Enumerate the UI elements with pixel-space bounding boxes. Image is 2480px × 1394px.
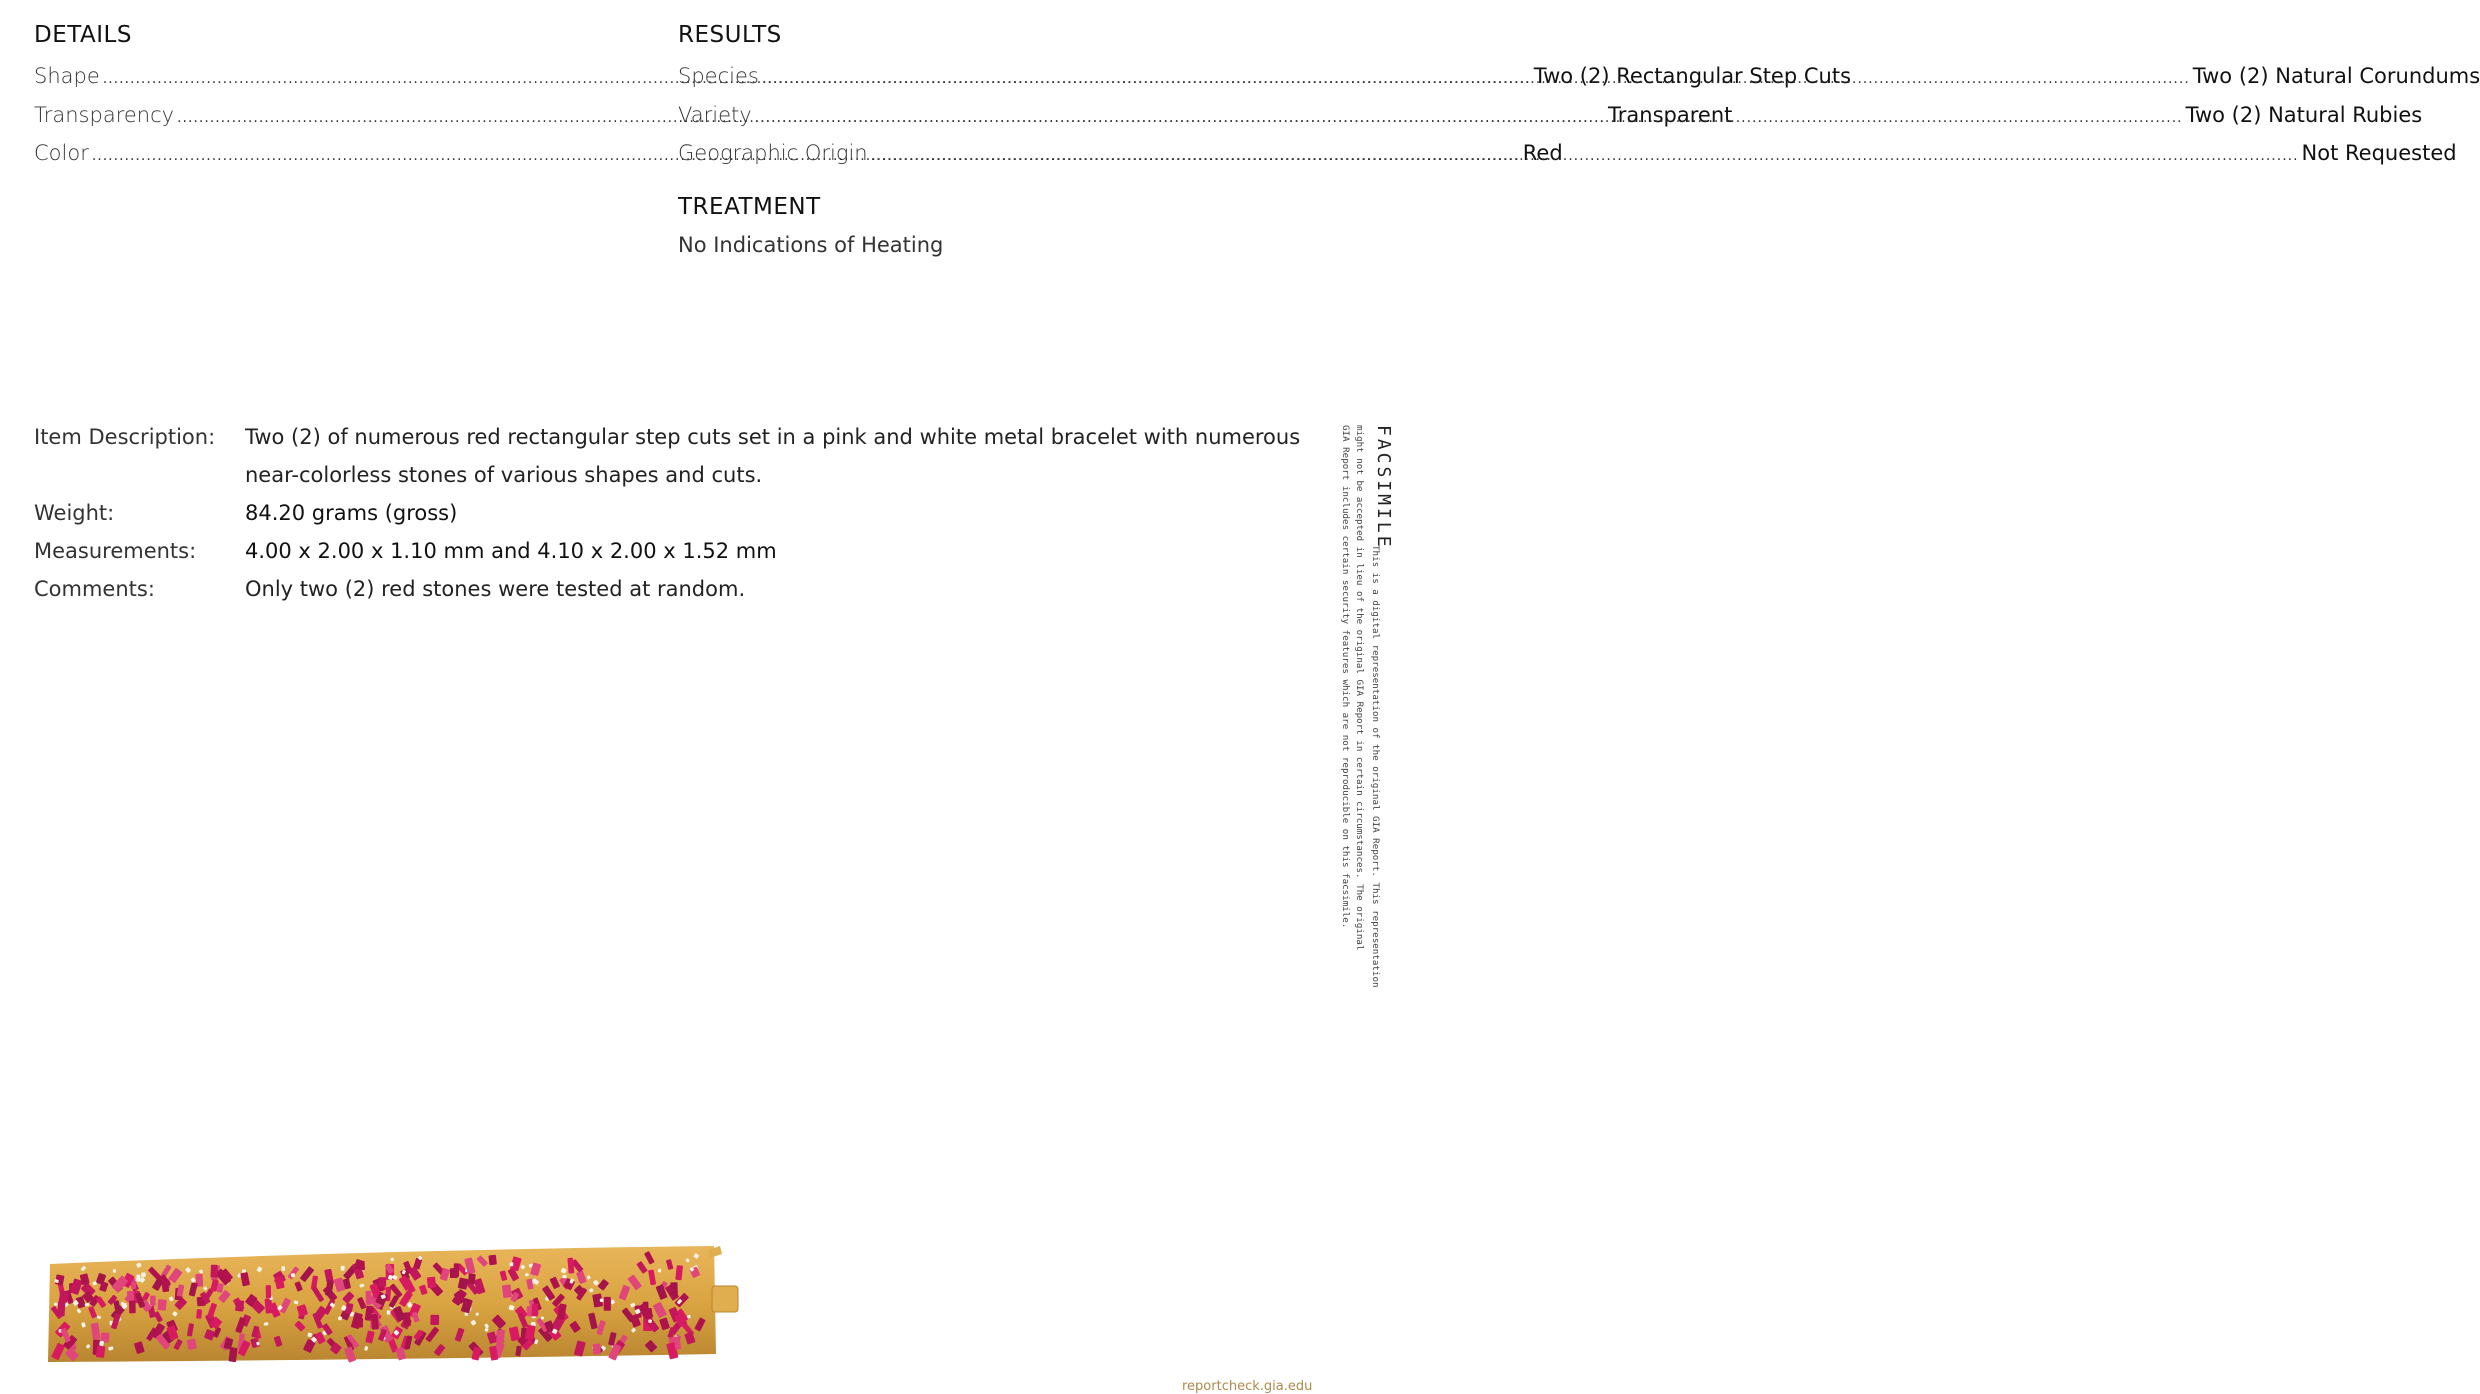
treatment-heading: TREATMENT [678,194,821,220]
ruby-stone [604,1297,611,1311]
transparency-value: Transparent [1608,103,1733,127]
ruby-stone [593,1344,601,1355]
origin-label: Geographic Origin [678,141,868,165]
weight-label: Weight: [34,501,115,525]
item-description-line2: near-colorless stones of various shapes and cuts. [245,463,763,487]
diamond-stone [99,1341,104,1346]
bracelet-photo [44,1242,744,1367]
diamond-stone [658,1269,661,1273]
diamond-stone [54,1303,58,1306]
item-description-label: Item Description: [34,425,216,449]
diamond-stone [510,1262,514,1266]
measurements-label: Measurements: [34,539,197,563]
ruby-stone [430,1315,439,1325]
details-heading: DETAILS [34,22,132,48]
measurements-value: 4.00 x 2.00 x 1.10 mm and 4.10 x 2.00 x 1.52 mm [245,539,777,563]
comments-value: Only two (2) red stones were tested at random. [245,577,746,601]
diamond-stone [281,1266,285,1271]
shape-value: Two (2) Rectangular Step Cuts [1533,64,1852,88]
ruby-stone [371,1314,379,1330]
ruby-stone [468,1273,476,1284]
diamond-stone [541,1316,544,1319]
results-heading: RESULTS [678,22,782,48]
ruby-stone [157,1299,167,1311]
diamond-stone [141,1272,146,1277]
leader-dots [871,141,2299,171]
transparency-label: Transparency [34,103,175,127]
ruby-stone [496,1330,505,1343]
ruby-stone [488,1255,496,1266]
ruby-stone [196,1309,202,1319]
diamond-stone [387,1310,391,1314]
diamond-stone [600,1299,604,1302]
ruby-stone [210,1265,217,1278]
variety-value: Two (2) Natural Rubies [2185,103,2423,127]
facsimile-title: FACSIMILE [1373,425,1394,550]
facsimile-line3: GIA Report includes certain security features which are not reproducible on this facsimile. [1340,425,1351,929]
color-value: Red [1522,141,1563,165]
diamond-stone [135,1278,140,1282]
ruby-stone [266,1285,271,1298]
ruby-stone [366,1291,372,1305]
diamond-stone [687,1315,691,1318]
ruby-stone [150,1296,156,1306]
diamond-stone [340,1266,345,1271]
facsimile-line2: might not be accepted in lieu of the original GIA Report in certain circumstances. The original [1354,425,1365,951]
ruby-stone [57,1301,65,1316]
origin-value: Not Requested [2301,141,2457,165]
comments-label: Comments: [34,577,155,601]
shape-label: Shape [34,64,100,88]
leader-dots [755,103,2183,133]
ruby-stone [453,1263,459,1277]
species-value: Two (2) Natural Corundums [2192,64,2480,88]
weight-value: 84.20 grams (gross) [245,501,458,525]
ruby-stone [235,1300,244,1312]
diamond-stone [562,1275,567,1278]
diamond-stone [648,1319,652,1323]
facsimile-line1: This is a digital representation of the original GIA Report. This representation [1370,545,1381,988]
facsimile-notice [1340,425,1394,988]
ruby-stone [670,1282,678,1296]
color-label: Color [34,141,89,165]
ruby-stone [96,1346,106,1358]
diamond-stone [113,1269,116,1273]
leader-dots [762,64,2190,94]
diamond-stone [122,1303,127,1307]
reportcheck-link[interactable]: reportcheck.gia.edu [1182,1379,1313,1394]
ruby-stone [502,1284,512,1298]
diamond-stone [307,1332,312,1337]
item-description-line1: Two (2) of numerous red rectangular step cuts set in a pink and white metal bracelet with numerous [245,425,1301,449]
variety-label: Variety [678,103,752,127]
ruby-stone [427,1277,436,1289]
ruby-stone [129,1301,136,1314]
ruby-stone [378,1277,386,1286]
bracelet-clasp [712,1286,738,1312]
ruby-stone [531,1303,538,1316]
treatment-value: No Indications of Heating [678,233,944,257]
species-label: Species [678,64,759,88]
ruby-stone [59,1290,69,1303]
